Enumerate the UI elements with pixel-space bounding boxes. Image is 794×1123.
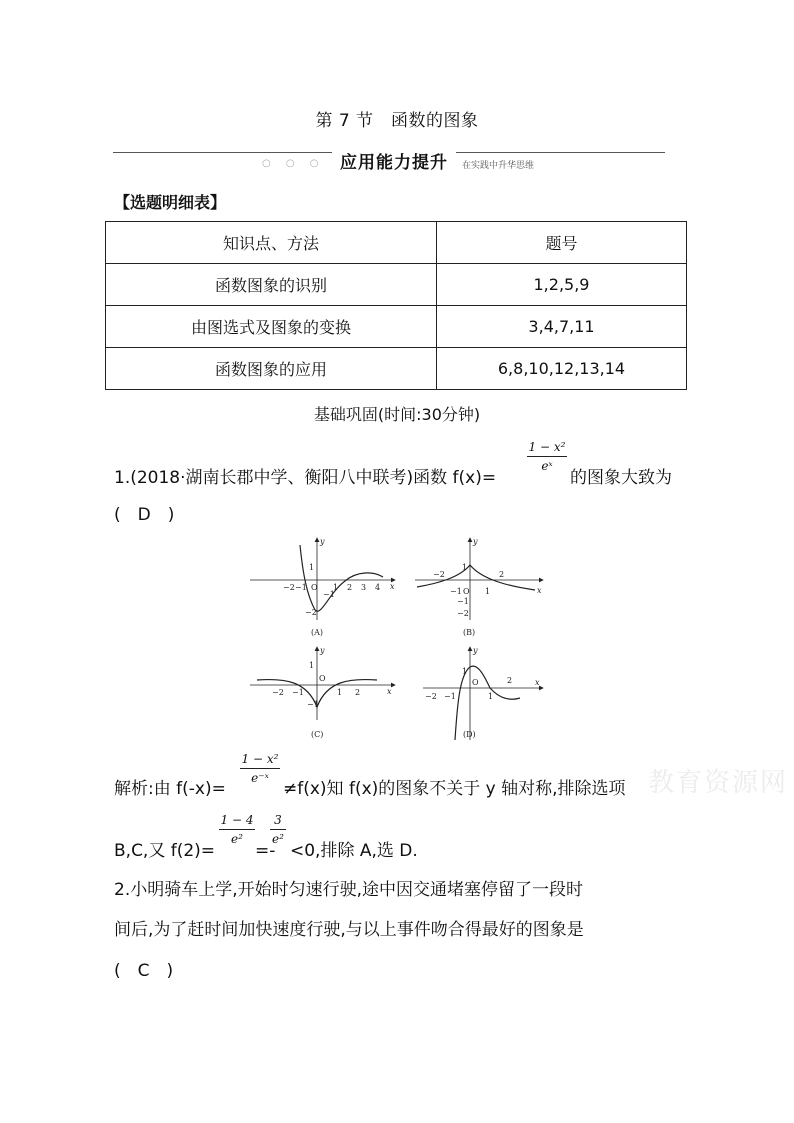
tick-label: 1	[462, 563, 468, 572]
graph-label: (D)	[463, 730, 476, 739]
graph-a	[250, 537, 395, 637]
q1-fraction-denominator: eˣ	[541, 459, 553, 473]
analysis-line2-minus: =-	[255, 841, 276, 861]
tick-label: 1	[462, 667, 468, 676]
table-row	[106, 348, 687, 390]
tick-label: 1	[488, 692, 494, 701]
graph-label: (A)	[311, 628, 324, 637]
table-cell: 1,2,5,9	[437, 264, 687, 306]
table-row	[106, 306, 687, 348]
tick-label: −1	[323, 590, 335, 599]
axis-y-label: y	[320, 646, 325, 655]
tick-label: 2	[499, 570, 505, 579]
tick-label: −1	[307, 700, 319, 709]
tick-label: −2	[283, 583, 295, 592]
tick-label: −1	[292, 688, 304, 697]
banner-title: 应用能力提升	[332, 148, 456, 173]
analysis-fraction-2	[219, 813, 255, 846]
curve-a	[300, 545, 383, 611]
axis-y-label: y	[473, 537, 478, 546]
fraction-denominator: e²	[231, 832, 243, 846]
table-cell: 函数图象的应用	[106, 348, 437, 390]
tick-label: −1	[295, 583, 307, 592]
tick-label: −1	[450, 587, 462, 596]
selection-table-label: 【选题明细表】	[114, 193, 227, 212]
analysis-line2-end: <0,排除 A,选 D.	[290, 841, 418, 861]
fraction-numerator: 1 − 4	[220, 813, 254, 827]
axis-x-label: x	[390, 582, 395, 591]
analysis-line1-end: ≠f(x)知 f(x)的图象不关于 y 轴对称,排除选项	[283, 779, 626, 799]
fraction-bar	[240, 768, 280, 769]
tick-label: −1	[444, 692, 456, 701]
q1-text: 1.(2018·湖南长郡中学、衡阳八中联考)函数 f(x)=	[114, 468, 497, 488]
section-subheading: 基础巩固(时间:30分钟)	[313, 405, 481, 424]
fraction-numerator: 1 − x²	[241, 752, 279, 766]
tick-label: −2	[305, 608, 317, 617]
fraction-bar	[219, 829, 255, 830]
graph-label: (B)	[463, 628, 476, 637]
tick-label: 4	[375, 583, 381, 592]
tick-label: −2	[425, 692, 437, 701]
table-cell: 由图选式及图象的变换	[106, 306, 437, 348]
analysis-fraction-3	[270, 813, 286, 846]
tick-label: 2	[355, 688, 361, 697]
analysis-fraction-1	[240, 752, 280, 785]
graph-label: (C)	[311, 730, 324, 739]
tick-label: 2	[347, 583, 353, 592]
q1-fraction	[527, 440, 567, 473]
table-cell: 6,8,10,12,13,14	[437, 348, 687, 390]
page-title: 第 7 节 函数的图象	[315, 111, 479, 131]
selection-table	[105, 221, 687, 390]
tick-label: O	[472, 678, 479, 687]
q1-answer: ( D )	[114, 505, 175, 525]
fraction-bar	[527, 456, 567, 457]
tick-label: 1	[309, 563, 315, 572]
banner-dots: ○ ○ ○	[262, 158, 325, 169]
tick-label: −2	[457, 609, 469, 618]
tick-label: O	[463, 587, 470, 596]
watermark: 教育资源网	[648, 768, 789, 798]
tick-label: 3	[361, 583, 367, 592]
q1-graph-figure	[245, 535, 555, 750]
tick-label: −2	[272, 688, 284, 697]
q2-text-line1: 2.小明骑车上学,开始时匀速行驶,途中因交通堵塞停留了一段时	[114, 880, 584, 900]
q1-text-after: 的图象大致为	[570, 468, 672, 488]
tick-label: 1	[485, 587, 491, 596]
analysis-line2-start: B,C,又 f(2)=	[114, 841, 216, 861]
graph-c	[250, 646, 395, 739]
table-header-row	[106, 222, 687, 264]
axis-x-label: x	[387, 687, 392, 696]
tick-label: −1	[457, 597, 469, 606]
tick-label: 1	[337, 688, 343, 697]
table-header-cell: 知识点、方法	[106, 222, 437, 264]
graph-b	[415, 537, 543, 637]
table-header-cell: 题号	[437, 222, 687, 264]
tick-label: O	[319, 674, 326, 683]
q2-text-line2: 间后,为了赶时间加快速度行驶,与以上事件吻合得最好的图象是	[114, 920, 584, 940]
fraction-bar	[270, 829, 286, 830]
q1-fraction-numerator: 1 − x²	[528, 440, 566, 454]
fraction-denominator: e²	[272, 832, 284, 846]
table-cell: 函数图象的识别	[106, 264, 437, 306]
axis-y-label: y	[473, 646, 478, 655]
table-row	[106, 264, 687, 306]
tick-label: O	[311, 583, 318, 592]
tick-label: 2	[507, 676, 513, 685]
table-cell: 3,4,7,11	[437, 306, 687, 348]
tick-label: −2	[433, 570, 445, 579]
graph-d	[423, 646, 543, 740]
banner-subtitle: 在实践中升华思维	[460, 158, 536, 171]
axis-x-label: x	[535, 678, 540, 687]
analysis-line1-start: 解析:由 f(-x)=	[114, 779, 226, 799]
q2-answer: ( C )	[114, 961, 174, 981]
axis-x-label: x	[537, 586, 542, 595]
tick-label: 1	[333, 583, 339, 592]
fraction-numerator: 3	[274, 813, 282, 827]
tick-label: 1	[309, 661, 315, 670]
axis-y-label: y	[320, 537, 325, 546]
fraction-denominator: e⁻ˣ	[251, 771, 269, 785]
